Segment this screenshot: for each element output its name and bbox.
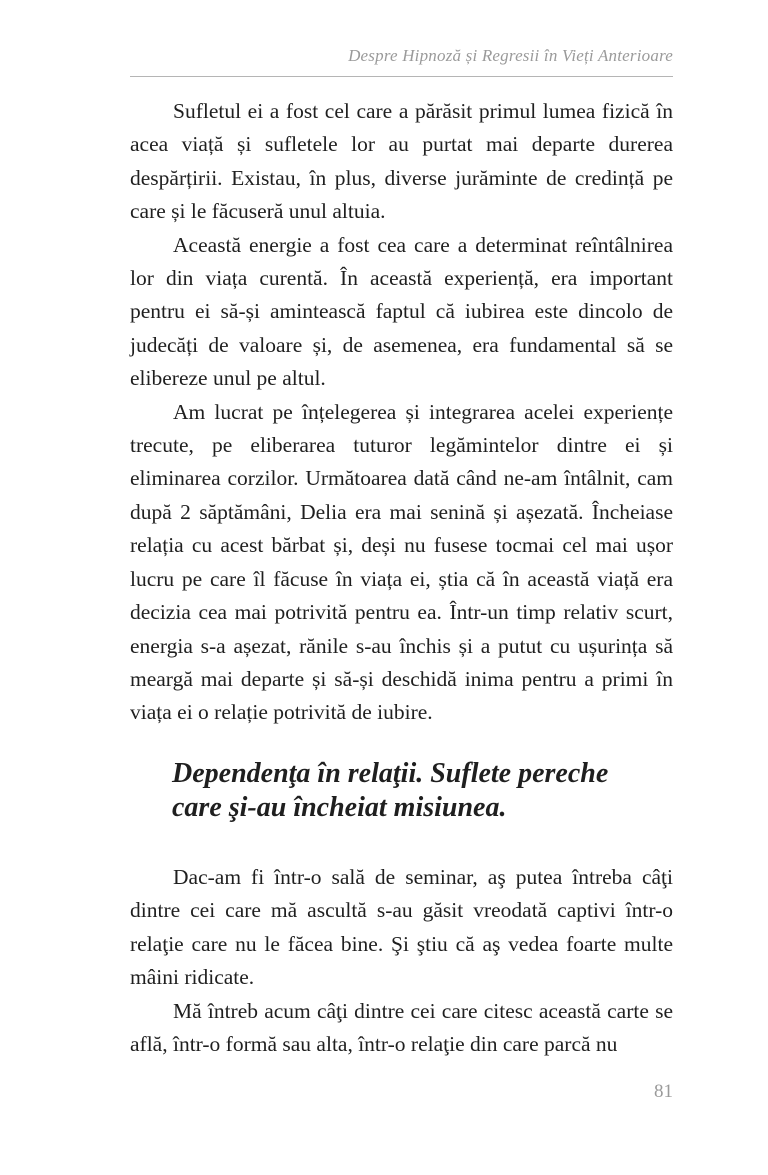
paragraph: Această energie a fost cea care a determinat reîntâlnirea lor din viața curentă. În această experiență, era important pentru ei să-și amintească faptul că iubirea este dincolo de judecăți de valoare și, de asemenea, era fundamental să se elibereze unul pe altul. (130, 232, 673, 391)
section-heading (172, 757, 672, 825)
body-text-bottom (130, 861, 673, 1061)
section-heading-line-2: care şi-au încheiat misiunea. (172, 792, 507, 823)
paragraph: Sufletul ei a fost cel care a părăsit primul lumea fizică în acea viață și sufletele lor au purtat mai departe durerea despărțirii. Existau, în plus, diverse jurăminte de credință pe care și le făcuseră unul altuia. (130, 99, 673, 224)
page-number: 81 (654, 1081, 673, 1102)
paragraph: Am lucrat pe înțelegerea și integrarea acelei experiențe trecute, pe eliberarea tuturor legămintelor dintre ei și eliminarea corzilor. Următoarea dată când ne-am întâlnit, cam după 2 săptămâni, Delia era mai senină și așezată. Încheiase relația cu acest bărbat și, deși nu fusese tocmai cel mai ușor lucru pe care îl făcuse în viața ei, știa că în această viață era decizia cea mai potrivită pentru ea. Într-un timp relativ scurt, energia s-a așezat, rănile s-au închis și a putut cu ușurința să meargă mai departe și să-și deschidă inima pentru a primi în viața ei o relație potrivită de iubire. (130, 399, 673, 725)
paragraph: Mă întreb acum câţi dintre cei care citesc această carte se află, într-o formă sau alta, într-o relaţie din care parcă nu (130, 998, 673, 1057)
body-text-top (130, 95, 673, 730)
running-header: Despre Hipnoză și Regresii în Vieți Anterioare (348, 46, 673, 65)
section-heading-line-1: Dependenţa în relaţii. Suflete pereche (172, 758, 609, 789)
paragraph: Dac-am fi într-o sală de seminar, aş putea întreba câţi dintre cei care mă ascultă s-au găsit vreodată captivi într-o relaţie care nu le făcea bine. Şi ştiu că aş vedea foarte multe mâini ridicate. (130, 865, 673, 990)
header-divider (130, 76, 673, 77)
